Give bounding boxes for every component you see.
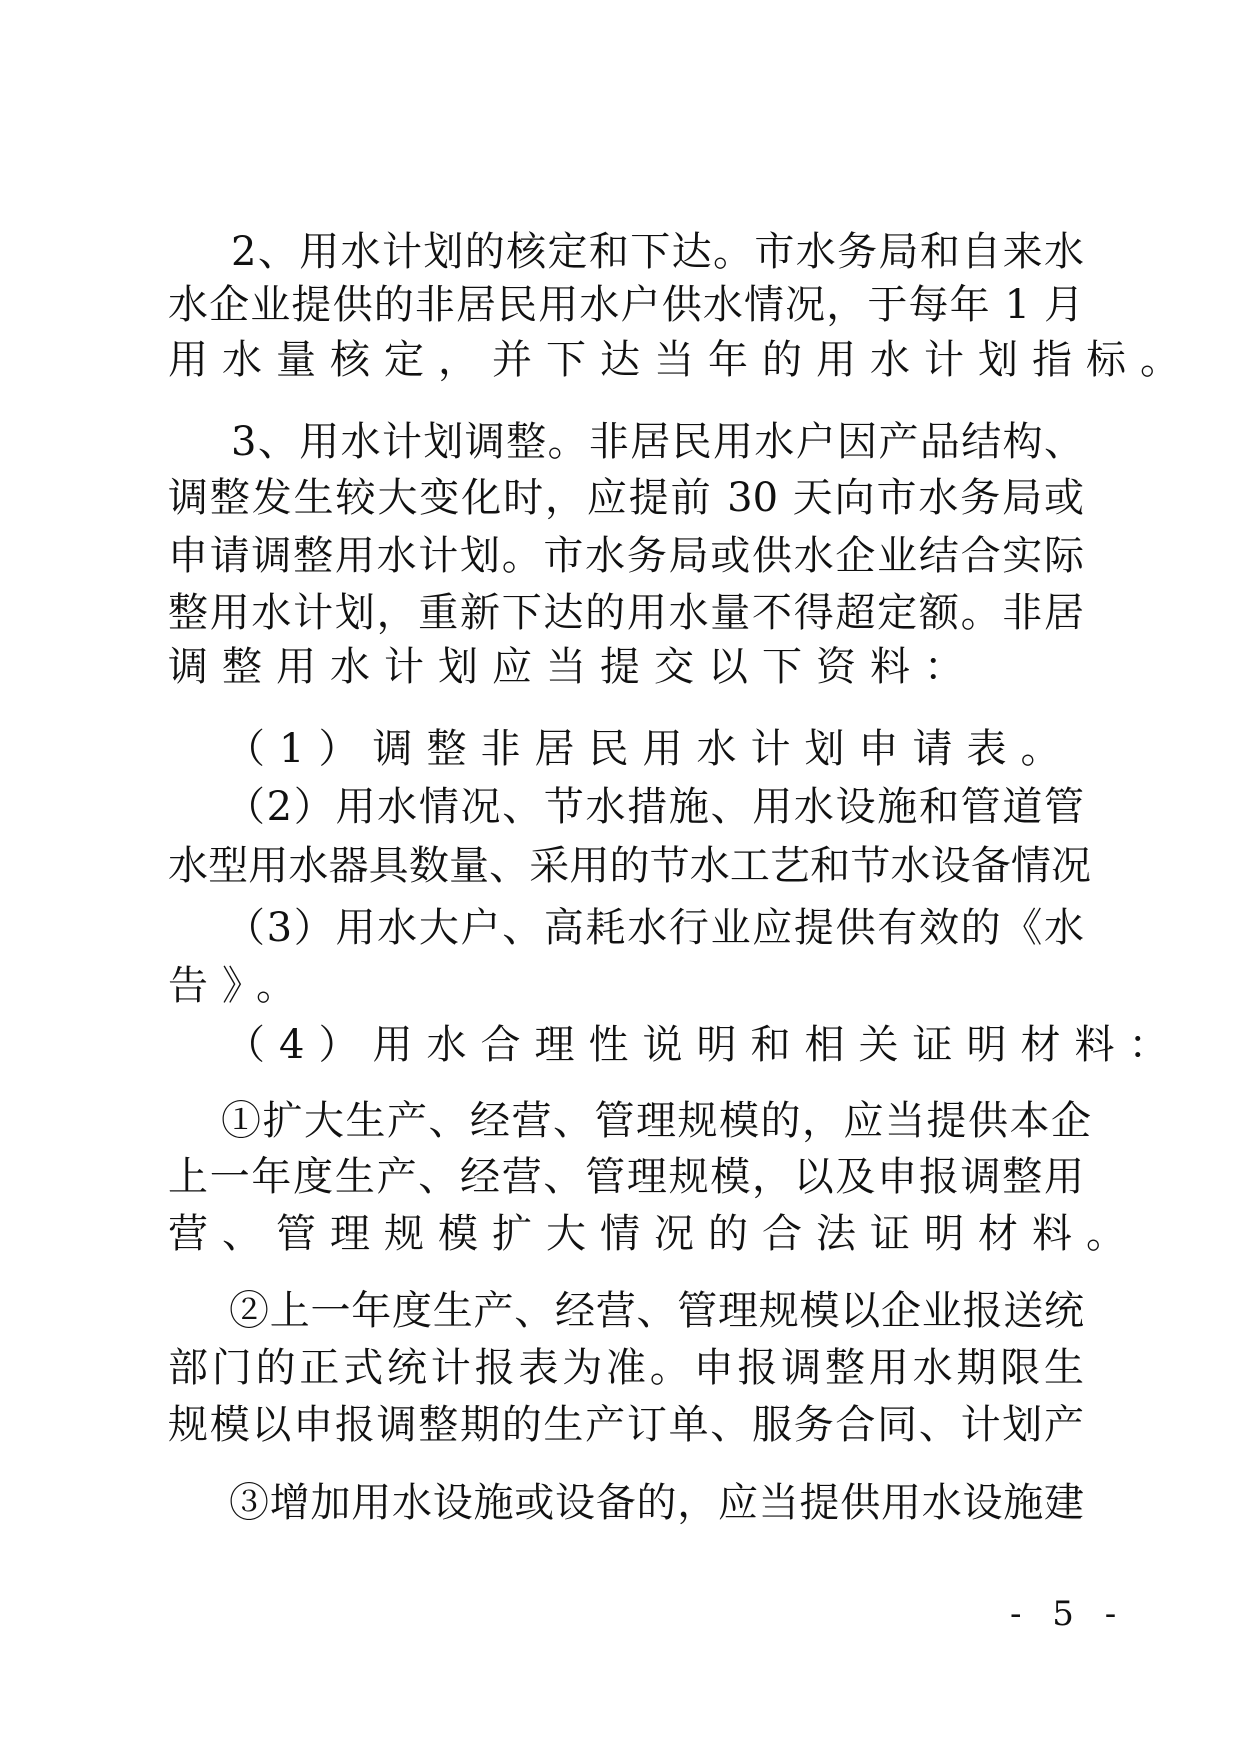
page-number: - 5 - <box>1010 1594 1127 1634</box>
paragraph-line: 营、管理规模扩大情况的合法证明材料。 <box>168 1211 1140 1257</box>
paragraph-line: （1）调整非居民用水计划申请表。 <box>225 726 1075 772</box>
paragraph-line: 水型用水器具数量、采用的节水工艺和节水设备情况 <box>168 843 1091 889</box>
paragraph-line: 3、用水计划调整。非居民用水户因产品结构、 <box>231 419 1084 465</box>
paragraph-line: 2、用水计划的核定和下达。市水务局和自来水 <box>231 229 1084 275</box>
paragraph-line: ②上一年度生产、经营、管理规模以企业报送统 <box>229 1288 1084 1334</box>
paragraph-line: 调整用水计划应当提交以下资料： <box>168 644 978 690</box>
paragraph-line: 告》。 <box>168 963 310 1009</box>
paragraph-line: ③增加用水设施或设备的，应当提供用水设施建 <box>229 1480 1084 1526</box>
paragraph-line: （2）用水情况、节水措施、用水设施和管道管 <box>225 784 1084 830</box>
paragraph-line: 规模以申报调整期的生产订单、服务合同、计划产 <box>168 1402 1084 1448</box>
paragraph-line: 调整发生较大变化时，应提前 30 天向市水务局或 <box>168 475 1084 521</box>
paragraph-line: ①扩大生产、经营、管理规模的，应当提供本企 <box>221 1098 1091 1144</box>
paragraph-line: 上一年度生产、经营、管理规模，以及申报调整用 <box>168 1154 1084 1200</box>
paragraph-line: 申请调整用水计划。市水务局或供水企业结合实际 <box>168 533 1084 579</box>
paragraph-line: 部门的正式统计报表为准。申报调整用水期限生 <box>168 1345 1084 1391</box>
paragraph-line: （3）用水大户、高耗水行业应提供有效的《水 <box>225 905 1084 951</box>
paragraph-line: 用水量核定，并下达当年的用水计划指标。 <box>168 337 1194 383</box>
paragraph-line: 水企业提供的非居民用水户供水情况，于每年 1 月 <box>168 282 1084 328</box>
paragraph-line: 整用水计划，重新下达的用水量不得超定额。非居 <box>168 590 1084 636</box>
paragraph-line: （4）用水合理性说明和相关证明材料： <box>225 1022 1183 1068</box>
